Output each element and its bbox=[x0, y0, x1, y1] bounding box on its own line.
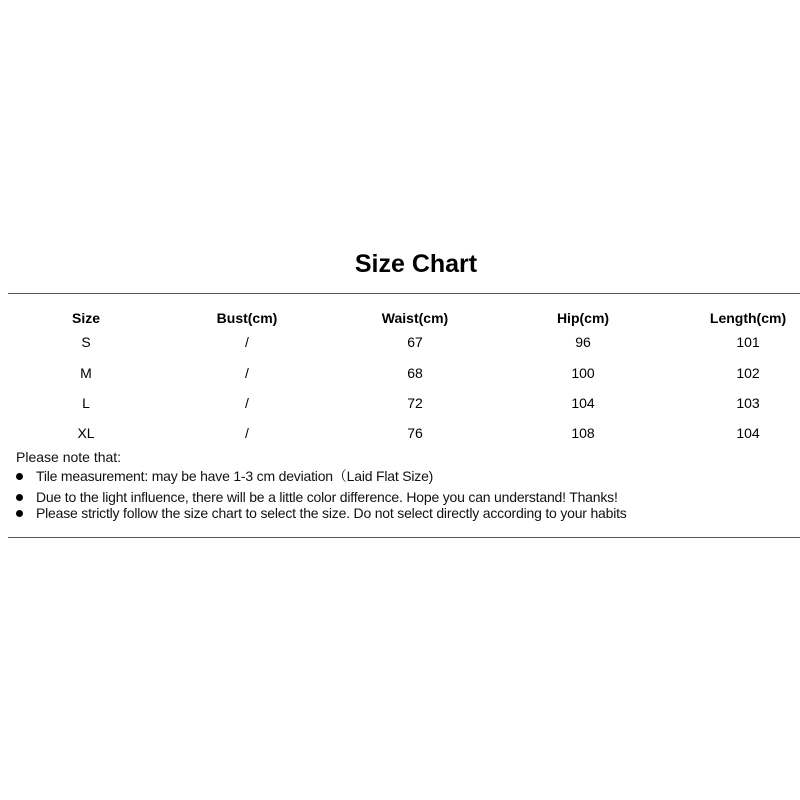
notes-title: Please note that: bbox=[16, 449, 122, 465]
cell-length: 104 bbox=[736, 425, 760, 441]
cell-waist: 67 bbox=[407, 334, 423, 350]
header-length: Length(cm) bbox=[709, 310, 787, 326]
header-bust: Bust(cm) bbox=[216, 310, 278, 326]
cell-hip: 108 bbox=[571, 425, 595, 441]
header-waist: Waist(cm) bbox=[381, 310, 449, 326]
cell-bust: / bbox=[245, 425, 249, 441]
bullet-icon bbox=[16, 473, 23, 480]
cell-length: 102 bbox=[736, 365, 760, 381]
cell-bust: / bbox=[245, 365, 249, 381]
cell-size: M bbox=[80, 365, 92, 381]
cell-waist: 68 bbox=[407, 365, 423, 381]
cell-bust: / bbox=[245, 395, 249, 411]
header-hip: Hip(cm) bbox=[556, 310, 610, 326]
cell-size: XL bbox=[77, 425, 95, 441]
header-size: Size bbox=[71, 310, 100, 326]
cell-hip: 104 bbox=[571, 395, 595, 411]
note-item bbox=[16, 467, 433, 485]
cell-waist: 72 bbox=[407, 395, 423, 411]
cell-length: 101 bbox=[736, 334, 760, 350]
cell-hip: 100 bbox=[571, 365, 595, 381]
cell-waist: 76 bbox=[407, 425, 423, 441]
cell-hip: 96 bbox=[575, 334, 591, 350]
note-text: Please strictly follow the size chart to select the size. Do not select directly according to your habits bbox=[36, 505, 627, 521]
bullet-icon bbox=[16, 494, 23, 501]
cell-size: L bbox=[82, 395, 90, 411]
cell-length: 103 bbox=[736, 395, 760, 411]
bullet-icon bbox=[16, 510, 23, 517]
cell-size: S bbox=[81, 334, 91, 350]
bottom-divider bbox=[8, 537, 800, 538]
page-title: Size Chart bbox=[354, 250, 478, 278]
cell-bust: / bbox=[245, 334, 249, 350]
note-text: Tile measurement: may be have 1-3 cm deviation（Laid Flat Size) bbox=[36, 468, 434, 484]
note-item bbox=[16, 504, 627, 522]
note-text: Due to the light influence, there will be a little color difference. Hope you can understand! Thanks! bbox=[36, 489, 618, 505]
